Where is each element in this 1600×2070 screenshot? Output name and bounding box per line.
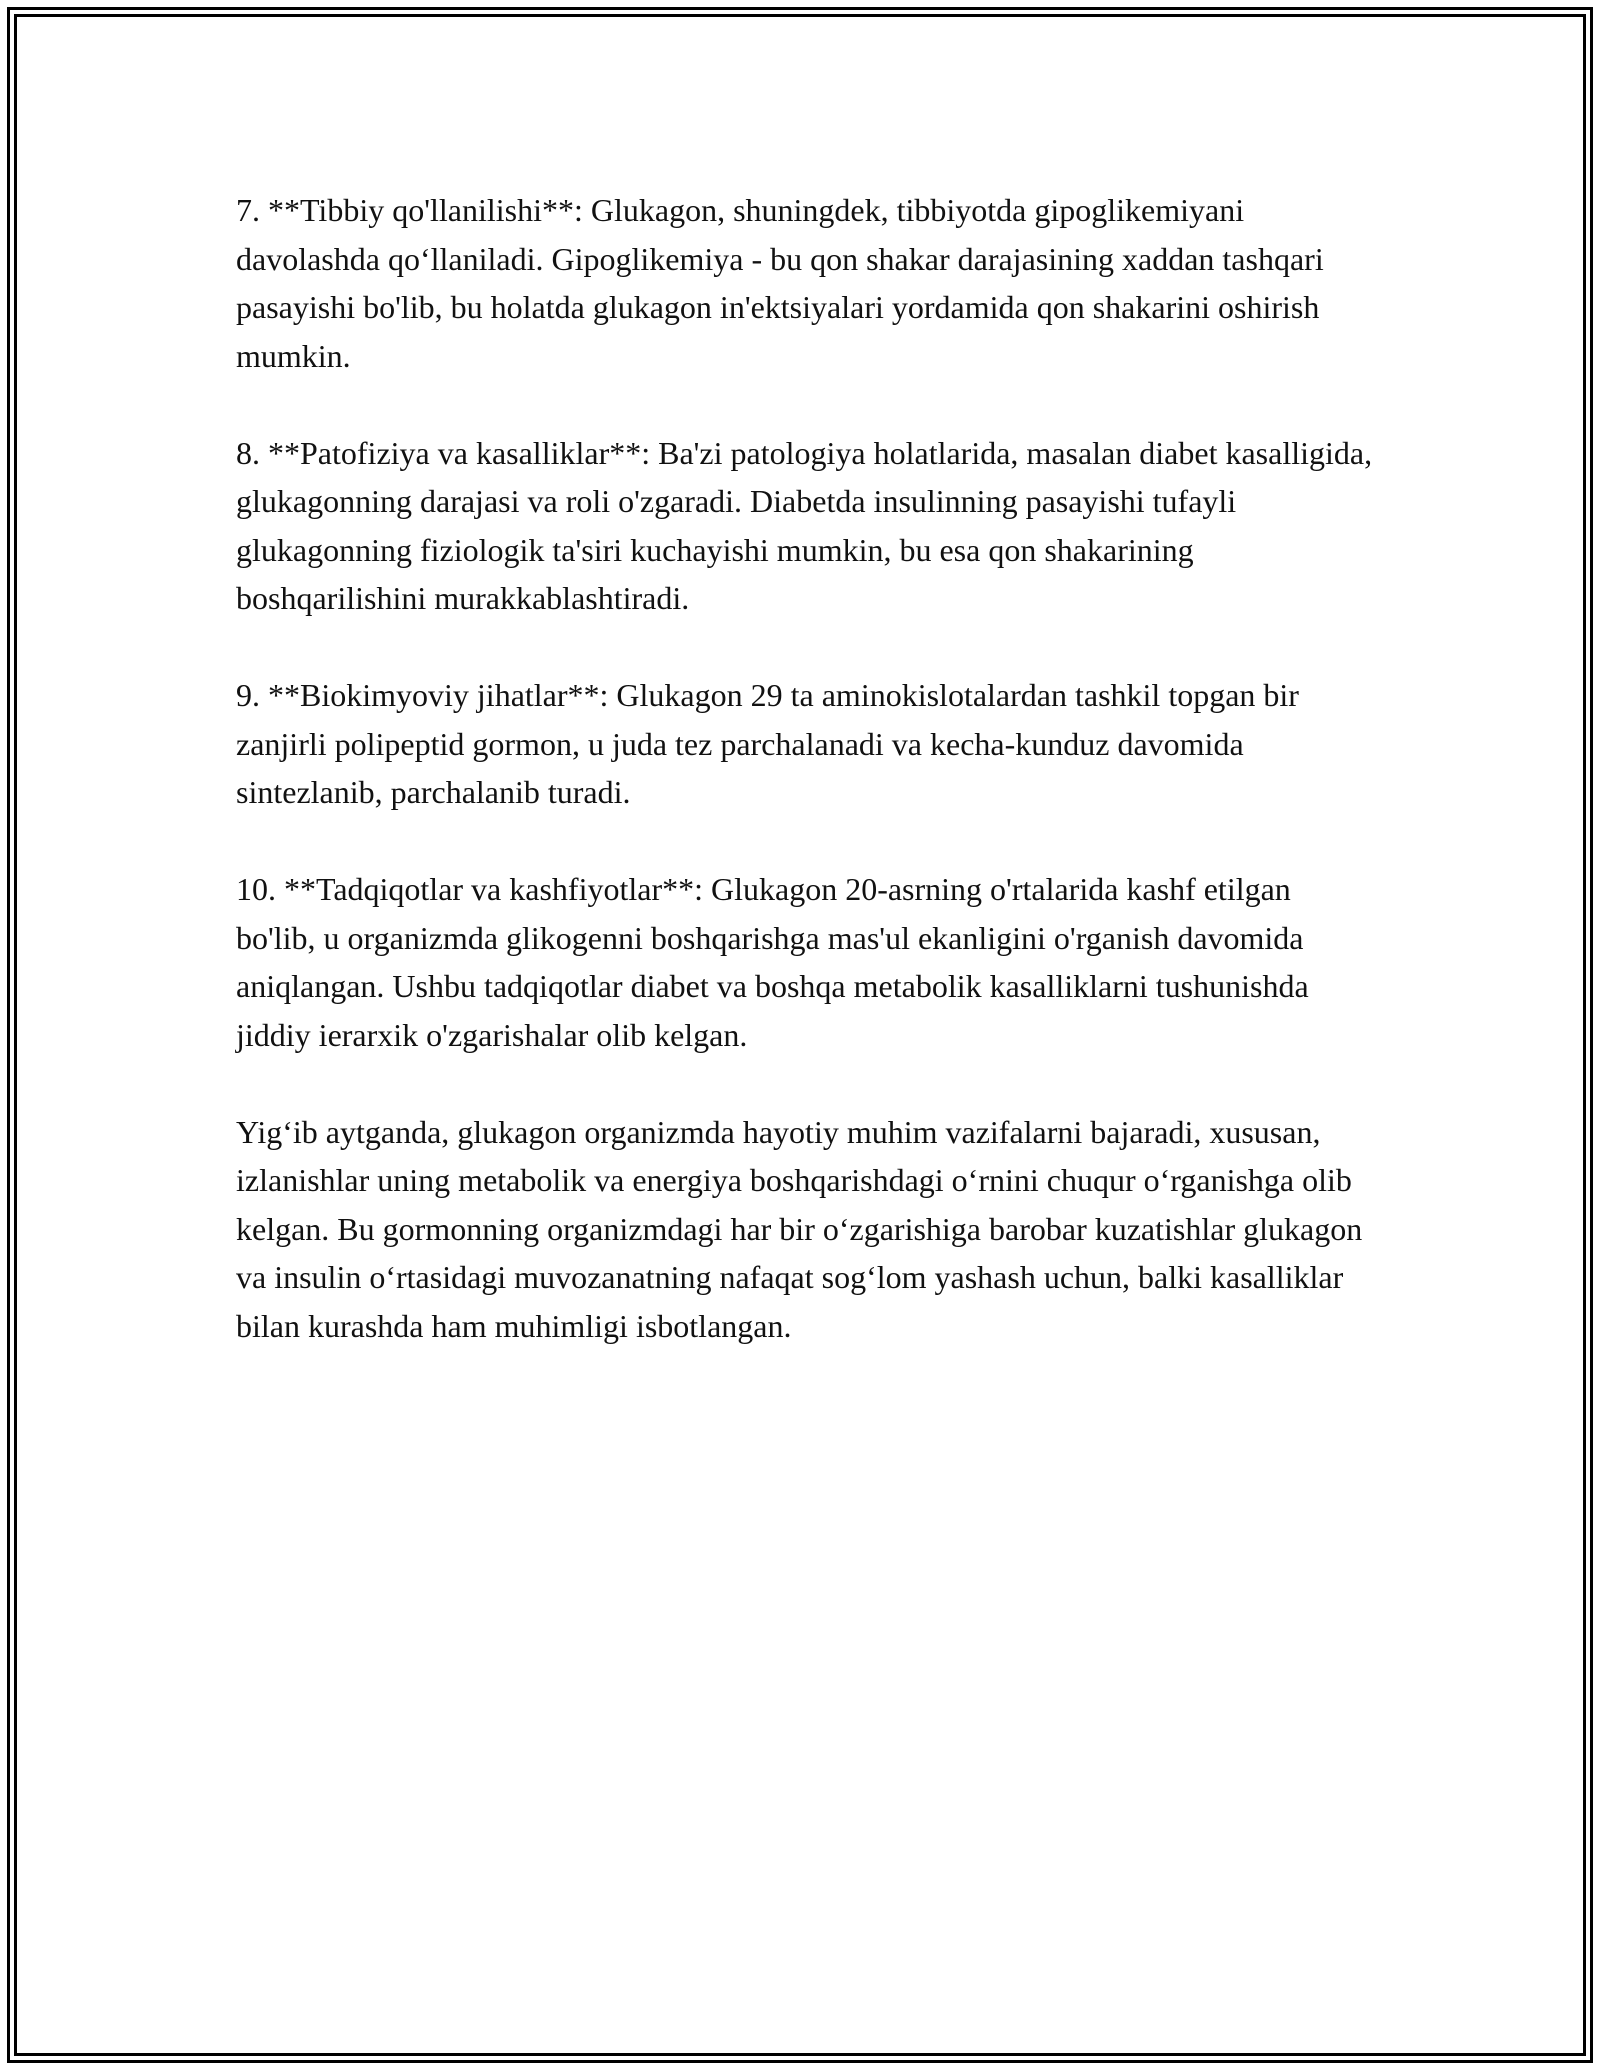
document-body xyxy=(236,186,1376,1350)
paragraph-biochemistry: 9. **Biokimyoviy jihatlar**: Glukagon 29 ta aminokislotalardan tashkil topgan bir zanjirli polipeptid gormon, u juda tez parchalanadi va kecha-kunduz davomida sintezlanib, parchalanib turadi. xyxy=(236,677,1299,810)
paragraph-conclusion: Yig‘ib aytganda, glukagon organizmda hayotiy muhim vazifalarni bajaradi, xususan, izlanishlar uning metabolik va energiya boshqarishdagi o‘rnini chuqur o‘rganishga olib kelgan. Bu gormonning organizmdagi har bir o‘zgarishiga barobar kuzatishlar glukagon va insulin o‘rtasidagi muvozanatning nafaqat sog‘lom yashash uchun, balki kasalliklar bilan kurashda ham muhimligi isbotlangan. xyxy=(236,1113,1363,1344)
paragraph-research: 10. **Tadqiqotlar va kashfiyotlar**: Glukagon 20-asrning o'rtalarida kashf etilgan bo'lib, u organizmda glikogenni boshqarishga mas'ul ekanligini o'rganish davomida aniqlangan. Ushbu tadqiqotlar diabet va boshqa metabolik kasalliklarni tushunishda jiddiy ierarxik o'zgarishalar olib kelgan. xyxy=(236,871,1309,1053)
paragraph-pathophysiology: 8. **Patofiziya va kasalliklar**: Ba'zi patologiya holatlarida, masalan diabet kasalligida, glukagonning darajasi va roli o'zgaradi. Diabetda insulinning pasayishi tufayli glukagonning fiziologik ta'siri kuchayishi mumkin, bu esa qon shakarining boshqarilishini murakkablashtiradi. xyxy=(236,434,1373,616)
paragraph-medical-use: 7. **Tibbiy qo'llanilishi**: Glukagon, shuningdek, tibbiyotda gipoglikemiyani davolashda qo‘llaniladi. Gipoglikemiya - bu qon shakar darajasining xaddan tashqari pasayishi bo'lib, bu holatda glukagon in'ektsiyalari yordamida qon shakarini oshirish mumkin. xyxy=(236,192,1324,374)
